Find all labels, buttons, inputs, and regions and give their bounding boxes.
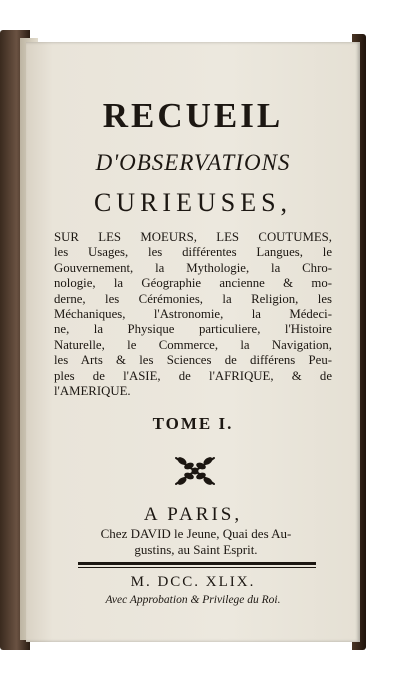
imprint-publisher [66, 526, 326, 558]
double-rule-thick [78, 562, 316, 565]
royal-privilege-note: Avec Approbation & Privilege du Roi. [105, 594, 281, 606]
book [0, 20, 372, 668]
subtitle-line: ne, la Physique particuliere, l'Histoire [54, 322, 332, 337]
crossed-leaf-sprig-icon [172, 454, 218, 488]
imprint-place: A PARIS, [143, 504, 243, 525]
title-curieuses: CURIEUSES, [93, 188, 293, 217]
subtitle-line: Méchaniques, l'Astronomie, la Médeci- [54, 307, 332, 322]
title-recueil: RECUEIL [102, 96, 284, 135]
publisher-line: gustins, au Saint Esprit. [134, 542, 258, 557]
title-observations: D'OBSERVATIONS [95, 150, 291, 175]
publisher-line: Chez DAVID le Jeune, Quai des Au- [100, 526, 292, 541]
subtitle-line: Gouvernement, la Mythologie, la Chro- [54, 260, 332, 275]
subtitle-line: les Arts & les Sciences de différens Peu- [54, 353, 332, 368]
subtitle-line: nologie, la Géographie ancienne & mo- [54, 276, 332, 291]
imprint-date: M. DCC. XLIX. [130, 574, 256, 590]
volume-label: TOME I. [152, 414, 234, 433]
subtitle-line: les Usages, les différentes Langues, le [54, 245, 332, 260]
subtitle-paragraph [54, 230, 332, 399]
double-rule-thin [78, 567, 316, 568]
subtitle-line: derne, les Cérémonies, la Religion, les [54, 291, 332, 306]
subtitle-line: Naturelle, le Commerce, la Navigation, [54, 337, 332, 352]
subtitle-line: SUR LES MOEURS, LES COUTUMES, [54, 230, 332, 244]
subtitle-line: ples de l'ASIE, de l'AFRIQUE, & de [54, 368, 332, 383]
subtitle-line: l'AMERIQUE. [54, 384, 131, 399]
title-page [26, 42, 360, 642]
